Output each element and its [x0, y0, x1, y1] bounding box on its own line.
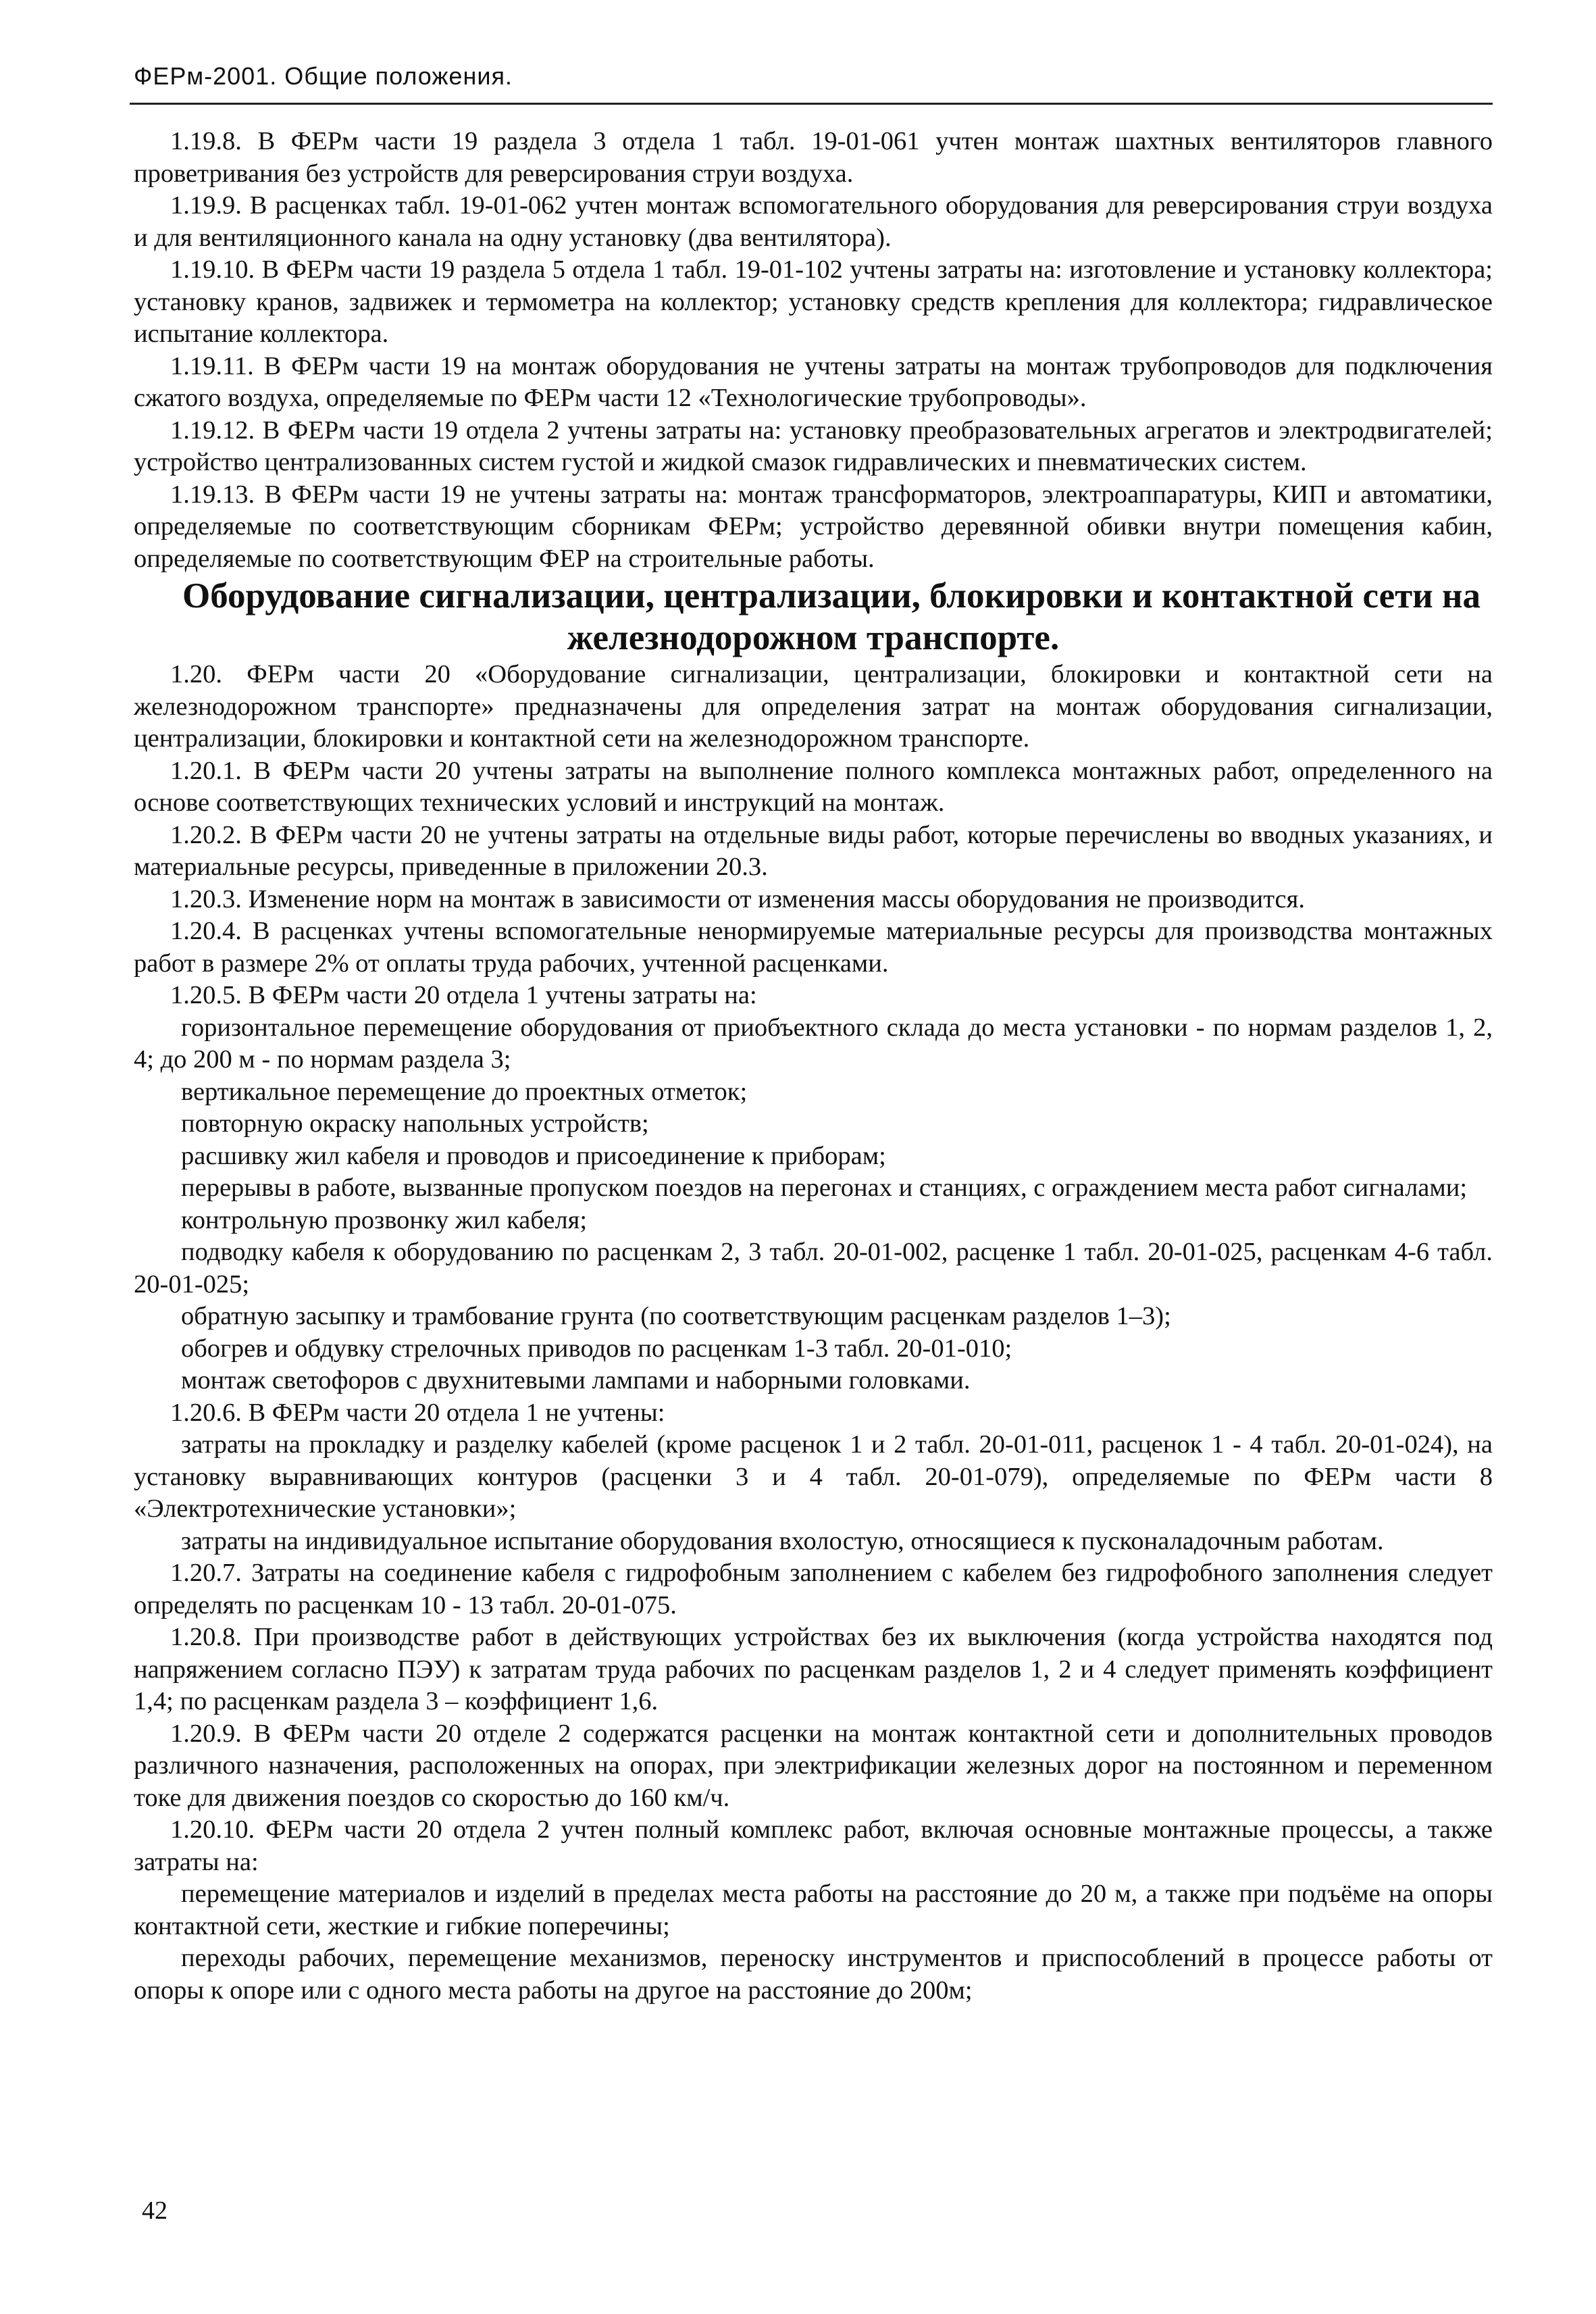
paragraph: 1.19.9. В расценках табл. 19-01-062 учтен монтаж вспомогательного оборудования для реверсирования струи воздуха и для вентиляционного канала на одну установку (два вентилятора).: [134, 191, 1493, 252]
paragraph: 1.20.2. В ФЕРм части 20 не учтены затраты на отдельные виды работ, которые перечислены во вводных указаниях, и материальные ресурсы, приведенные в приложении 20.3.: [134, 820, 1493, 881]
paragraph: 1.19.8. В ФЕРм части 19 раздела 3 отдела 1 табл. 19-01-061 учтен монтаж шахтных вентиляторов главного проветривания без устройств для реверсирования струи воздуха.: [134, 127, 1493, 188]
paragraph: 1.20.7. Затраты на соединение кабеля с гидрофобным заполнением с кабелем без гидрофобного заполнения следует определять по расценкам 10 - 13 табл. 20-01-075.: [134, 1559, 1493, 1619]
page-number: 42: [142, 2196, 168, 2225]
list-item: перемещение материалов и изделий в пределах места работы на расстояние до 20 м, а также при подъёме на опоры контактной сети, жесткие и гибкие поперечины;: [134, 1880, 1493, 1940]
header-divider: [130, 103, 1493, 105]
paragraph: 1.19.13. В ФЕРм части 19 не учтены затраты на: монтаж трансформаторов, электроаппаратуры, КИП и автоматики, определяемые по соответствующим сборникам ФЕРм; устройство деревянной обивки внутри помещения кабин, определяемые по соответствующим ФЕР на строительные работы.: [134, 480, 1493, 573]
list-item: обогрев и обдувку стрелочных приводов по расценкам 1-3 табл. 20-01-010;: [181, 1334, 1012, 1363]
section-1-20: [134, 659, 1493, 2007]
list-item: затраты на индивидуальное испытание оборудования вхолостую, относящиеся к пусконаладочным работам.: [181, 1526, 1384, 1555]
list-item: монтаж светофоров с двухнитевыми лампами и наборными головками.: [181, 1366, 971, 1394]
list-item: перерывы в работе, вызванные пропуском поездов на перегонах и станциях, с ограждением места работ сигналами;: [181, 1174, 1468, 1202]
list-item: горизонтальное перемещение оборудования от приобъектного склада до места установки - по нормам разделов 1, 2, 4; до 200 м - по нормам раздела 3;: [134, 1013, 1493, 1074]
running-header: ФЕРм-2001. Общие положения.: [134, 62, 513, 90]
paragraph: 1.20.5. В ФЕРм части 20 отдела 1 учтены затраты на:: [170, 981, 757, 1009]
document-body: [134, 126, 1493, 2007]
list-item: переходы рабочих, перемещение механизмов, переноску инструментов и приспособлений в процессе работы от опоры к опоре или с одного места работы на другое на расстояние до 200м;: [134, 1944, 1493, 2005]
list-item: вертикальное перемещение до проектных отметок;: [181, 1077, 748, 1106]
list-item: расшивку жил кабеля и проводов и присоединение к приборам;: [181, 1141, 886, 1170]
paragraph: 1.19.12. В ФЕРм части 19 отдела 2 учтены затраты на: установку преобразовательных агрегатов и электродвигателей; устройство централизованных систем густой и жидкой смазок гидравлических и пневматических систем.: [134, 416, 1493, 476]
paragraph: 1.20.6. В ФЕРм части 20 отдела 1 не учтены:: [170, 1398, 665, 1427]
list-item: повторную окраску напольных устройств;: [181, 1109, 649, 1138]
paragraph: 1.20.9. В ФЕРм части 20 отделе 2 содержатся расценки на монтаж контактной сети и дополнительных проводов различного назначения, расположенных на опорах, при электрификации железных дорог на постоянном и переменном токе для движения поездов со скоростью до 160 км/ч.: [134, 1719, 1493, 1812]
paragraph: 1.20.1. В ФЕРм части 20 учтены затраты на выполнение полного комплекса монтажных работ, определенного на основе соответствующих технических условий и инструкций на монтаж.: [134, 756, 1493, 817]
section-heading: Оборудование сигнализации, централизации, блокировки и контактной сети на железнодорожном транспорте.: [182, 576, 1481, 657]
paragraph: 1.20.10. ФЕРм части 20 отдела 2 учтен полный комплекс работ, включая основные монтажные процессы, а также затраты на:: [134, 1815, 1493, 1876]
list-item: обратную засыпку и трамбование грунта (по соответствующим расценкам разделов 1–3);: [181, 1302, 1171, 1330]
list-item: контрольную прозвонку жил кабеля;: [181, 1205, 588, 1234]
list-item: подводку кабеля к оборудованию по расценкам 2, 3 табл. 20-01-002, расценке 1 табл. 20-01-025, расценкам 4-6 табл. 20-01-025;: [134, 1238, 1493, 1299]
paragraph: 1.20.4. В расценках учтены вспомогательные ненормируемые материальные ресурсы для производства монтажных работ в размере 2% от оплаты труда рабочих, учтенной расценками.: [134, 917, 1493, 978]
paragraph: 1.20.8. При производстве работ в действующих устройствах без их выключения (когда устройства находятся под напряжением согласно ПЭУ) к затратам труда рабочих по расценкам разделов 1, 2 и 4 следует применять коэффициент 1,4; по расценкам раздела 3 – коэффициент 1,6.: [134, 1623, 1493, 1715]
list-item: затраты на прокладку и разделку кабелей (кроме расценок 1 и 2 табл. 20-01-011, расценок 1 - 4 табл. 20-01-024), на установку выравнивающих контуров (расценки 3 и 4 табл. 20-01-079), определяемые по ФЕРм части 8 «Электротехнические установки»;: [134, 1430, 1493, 1523]
paragraph: 1.19.11. В ФЕРм части 19 на монтаж оборудования не учтены затраты на монтаж трубопроводов для подключения сжатого воздуха, определяемые по ФЕРм части 12 «Технологические трубопроводы».: [134, 351, 1493, 412]
paragraph: 1.20.3. Изменение норм на монтаж в зависимости от изменения массы оборудования не производится.: [170, 884, 1305, 913]
paragraph: 1.19.10. В ФЕРм части 19 раздела 5 отдела 1 табл. 19-01-102 учтены затраты на: изготовление и установку коллектора; установку кранов, задвижек и термометра на коллектор; установку средств крепления для коллектора; гидравлическое испытание коллектора.: [134, 255, 1493, 348]
section-1-19: [134, 126, 1493, 575]
paragraph: 1.20. ФЕРм части 20 «Оборудование сигнализации, централизации, блокировки и контактной сети на железнодорожном транспорте» предназначены для определения затрат на монтаж оборудования сигнализации, централизации, блокировки и контактной сети на железнодорожном транспорте.: [134, 660, 1493, 753]
